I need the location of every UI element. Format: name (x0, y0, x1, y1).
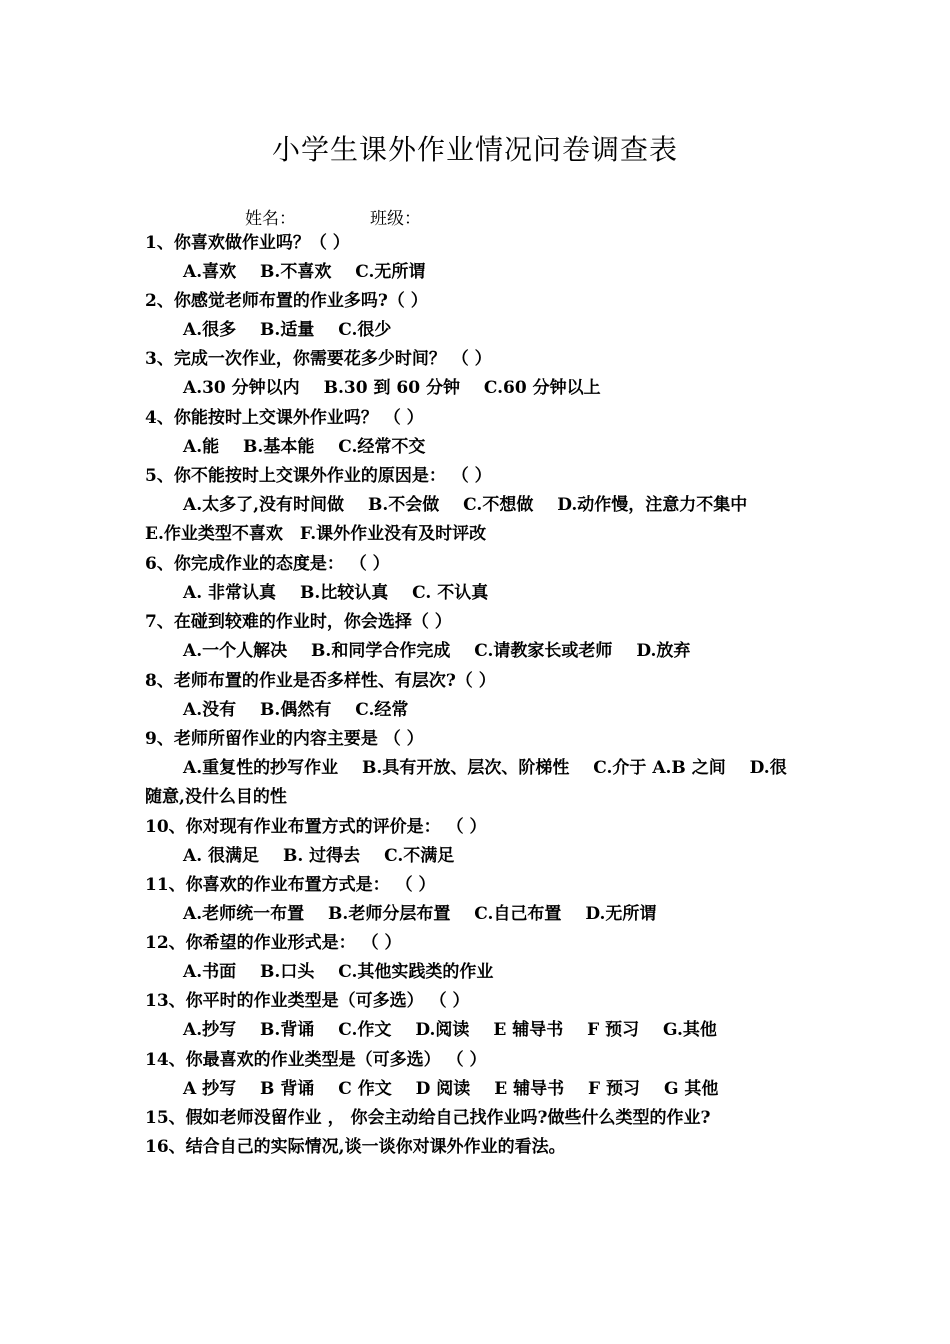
option: B.偶然有 (260, 700, 332, 720)
class-label: 班级： (370, 209, 421, 229)
option: E 辅导书 (494, 1079, 565, 1099)
question-4: 4、你能按时上交课外作业吗？ （ ） (145, 408, 424, 428)
option: B.比较认真 (299, 583, 389, 603)
option: G.其他 (663, 1020, 717, 1040)
document-title: 小学生课外作业情况问卷调查表 (271, 133, 678, 166)
option: C.其他实践类的作业 (338, 962, 494, 982)
option: B.不会做 (367, 495, 440, 515)
option: B.30 到 60 分钟 (323, 378, 460, 398)
option: A.一个人解决 (183, 641, 288, 661)
option: A.重复性的抄写作业 (183, 758, 339, 778)
option: C.请教家长或老师 (474, 641, 613, 661)
question-15: 15、假如老师没留作业 ， 你会主动给自己找作业吗?做些什么类型的作业? (145, 1108, 711, 1128)
option: C.很少 (338, 320, 392, 340)
question-1-options (183, 258, 425, 287)
option: G 其他 (663, 1079, 719, 1099)
option: B.不喜欢 (260, 262, 332, 282)
option: A. 很满足 (183, 846, 260, 866)
option: A.很多 (183, 320, 237, 340)
option: D.很 (749, 758, 787, 778)
question-6: 6、你完成作业的态度是： （ ） (145, 554, 390, 574)
option: A.没有 (183, 700, 237, 720)
option: A.书面 (183, 962, 237, 982)
question-10: 10、你对现有作业布置方式的评价是： （ ） (145, 817, 487, 837)
question-5-options (183, 491, 747, 520)
option: F 预习 (588, 1079, 641, 1099)
question-4-options (183, 433, 425, 462)
option: B. 过得去 (282, 846, 361, 866)
option: C.经常 (355, 700, 409, 720)
question-13: 13、你平时的作业类型是（可多选） （ ） (145, 991, 470, 1011)
option: A.太多了,没有时间做 (183, 495, 345, 515)
option: B.老师分层布置 (328, 904, 451, 924)
option: C.自己布置 (474, 904, 562, 924)
option: D 阅读 (415, 1079, 471, 1099)
option: B.具有开放、层次、阶梯性 (362, 758, 570, 778)
option: C.介于 A.B 之间 (593, 758, 726, 778)
question-6-options (183, 579, 488, 608)
name-label: 姓名： (245, 209, 296, 229)
option: C.经常不交 (338, 437, 426, 457)
option: C 作文 (338, 1079, 392, 1099)
question-9-options (183, 754, 787, 783)
question-11-options (183, 900, 656, 929)
option: F 预习 (587, 1020, 640, 1040)
option: C.无所谓 (355, 262, 426, 282)
option: A.喜欢 (183, 262, 237, 282)
option: C.60 分钟以上 (483, 378, 601, 398)
option: C. 不认真 (412, 583, 489, 603)
option: A.能 (183, 437, 220, 457)
option: A.抄写 (183, 1020, 237, 1040)
option: B.和同学合作完成 (311, 641, 451, 661)
option: B.口头 (260, 962, 315, 982)
question-8-options (183, 696, 408, 725)
option: B.适量 (260, 320, 315, 340)
option: D.无所谓 (585, 904, 657, 924)
option: B.背诵 (260, 1020, 315, 1040)
question-16: 16、结合自己的实际情况,谈一谈你对课外作业的看法。 (145, 1137, 566, 1157)
option: E 辅导书 (493, 1020, 564, 1040)
question-8: 8、老师布置的作业是否多样性、有层次?（ ） (145, 671, 496, 691)
question-7-options (183, 637, 690, 666)
option: D.阅读 (415, 1020, 470, 1040)
question-2: 2、你感觉老师布置的作业多吗?（ ） (145, 291, 428, 311)
question-14-options (183, 1075, 718, 1104)
option: D.动作慢，注意力不集中 (557, 495, 748, 515)
option: B 背诵 (260, 1079, 315, 1099)
question-9-options-continued: 随意,没什么目的性 (145, 787, 287, 807)
option: C.不想做 (463, 495, 534, 515)
question-2-options (183, 316, 391, 345)
option: D.放弃 (636, 641, 691, 661)
question-3: 3、完成一次作业，你需要花多少时间？ （ ） (145, 349, 492, 369)
question-14: 14、你最喜欢的作业类型是（可多选） （ ） (145, 1050, 487, 1070)
question-7: 7、在碰到较难的作业时，你会选择（ ） (145, 612, 452, 632)
option: B.基本能 (243, 437, 315, 457)
question-5: 5、你不能按时上交课外作业的原因是： （ ） (145, 466, 492, 486)
question-12-options (183, 958, 493, 987)
option: A 抄写 (183, 1079, 237, 1099)
option: A. 非常认真 (183, 583, 277, 603)
question-3-options (183, 374, 601, 403)
option: A.老师统一布置 (183, 904, 305, 924)
question-9: 9、老师所留作业的内容主要是 （ ） (145, 729, 424, 749)
option: A.30 分钟以内 (183, 378, 300, 398)
question-1: 1、你喜欢做作业吗？（ ） (145, 233, 350, 253)
question-13-options (183, 1016, 717, 1045)
question-12: 12、你希望的作业形式是： （ ） (145, 933, 402, 953)
option: C.不满足 (384, 846, 455, 866)
question-11: 11、你喜欢的作业布置方式是： （ ） (145, 875, 436, 895)
question-5-options-continued: E.作业类型不喜欢 F.课外作业没有及时评改 (145, 524, 487, 544)
question-10-options (183, 842, 454, 871)
option: C.作文 (338, 1020, 392, 1040)
